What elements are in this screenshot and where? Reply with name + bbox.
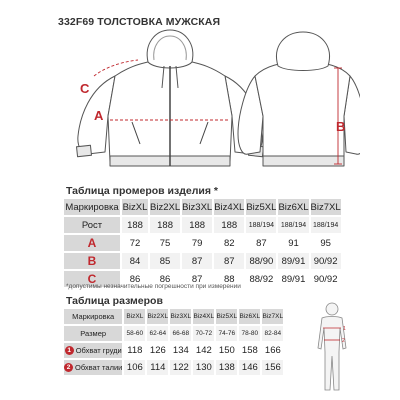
cell: 130 xyxy=(193,360,214,375)
header-size: Biz4XL xyxy=(193,309,214,324)
row-label: B xyxy=(64,253,120,269)
cell: 188/194 xyxy=(311,217,341,233)
header-size: Biz6XL xyxy=(239,309,260,324)
cell: 95 xyxy=(311,235,341,251)
cell: 84 xyxy=(122,253,148,269)
figure-marker-1: 1 xyxy=(343,326,346,332)
cell: 87 xyxy=(246,235,276,251)
cell: 188 xyxy=(122,217,148,233)
table-row xyxy=(64,326,283,341)
cell: 58-60 xyxy=(124,326,145,341)
header-label: Маркировка xyxy=(64,199,120,215)
hoodie-diagram xyxy=(60,26,360,186)
body-figure xyxy=(312,300,352,395)
sizes-table xyxy=(62,307,285,377)
cell: 89/91 xyxy=(278,253,308,269)
header-size: Biz2XL xyxy=(147,309,168,324)
cell: 188 xyxy=(214,217,244,233)
cell: 188 xyxy=(182,217,212,233)
measurement-note: *допустимы незначительные погрешности при измерении xyxy=(66,283,241,290)
cell: 75 xyxy=(150,235,180,251)
header-size: Biz6XL xyxy=(278,199,308,215)
cell: 86 xyxy=(122,271,148,287)
header-size: Biz5XL xyxy=(216,309,237,324)
row-label-text: Обхват талии xyxy=(75,362,123,372)
cell: 126 xyxy=(147,343,168,358)
measure-c-label: C xyxy=(80,81,90,96)
header-size: Biz7XL xyxy=(262,309,283,324)
measure-b-label: B xyxy=(336,119,346,134)
marker-2-badge: 2 xyxy=(64,363,73,372)
front-cuff-left xyxy=(77,145,92,156)
cell: 82-84 xyxy=(262,326,283,341)
cell: 90/92 xyxy=(311,253,341,269)
cell: 66-68 xyxy=(170,326,191,341)
cell: 70-72 xyxy=(193,326,214,341)
cell: 72 xyxy=(122,235,148,251)
cell: 91 xyxy=(278,235,308,251)
back-body xyxy=(255,62,350,162)
cell: 188/194 xyxy=(278,217,308,233)
row-label: Размер xyxy=(64,326,122,341)
row-label xyxy=(64,360,122,375)
cell: 122 xyxy=(170,360,191,375)
cell: 87 xyxy=(182,253,212,269)
cell: 156 xyxy=(262,360,283,375)
header-size: Biz5XL xyxy=(246,199,276,215)
measurements-title: Таблица промеров изделия * xyxy=(66,185,218,197)
cell: 134 xyxy=(170,343,191,358)
cell: 62-64 xyxy=(147,326,168,341)
cell: 188 xyxy=(150,217,180,233)
cell: 78-80 xyxy=(239,326,260,341)
page-title: 332F69 ТОЛСТОВКА МУЖСКАЯ xyxy=(58,16,221,28)
cell: 118 xyxy=(124,343,145,358)
header-size: Biz7XL xyxy=(311,199,341,215)
table-header-row xyxy=(64,309,283,324)
cell: 85 xyxy=(150,253,180,269)
measurements-table xyxy=(62,197,343,289)
table-header-row xyxy=(64,199,341,215)
row-label xyxy=(64,343,122,358)
measure-a-label: A xyxy=(94,108,104,123)
header-size: BizXL xyxy=(124,309,145,324)
row-label: A xyxy=(64,235,120,251)
cell: 82 xyxy=(214,235,244,251)
cell: 87 xyxy=(214,253,244,269)
cell: 89/91 xyxy=(278,271,308,287)
figure-marker-2: 2 xyxy=(342,338,345,344)
table-row xyxy=(64,360,283,375)
cell: 150 xyxy=(216,343,237,358)
back-waistband xyxy=(263,156,344,166)
header-size: BizXL xyxy=(122,199,148,215)
table-row xyxy=(64,253,341,269)
cell: 86 xyxy=(150,271,180,287)
cell: 88/90 xyxy=(246,253,276,269)
header-size: Biz4XL xyxy=(214,199,244,215)
header-size: Biz3XL xyxy=(182,199,212,215)
header-size: Biz3XL xyxy=(170,309,191,324)
header-size: Biz2XL xyxy=(150,199,180,215)
marker-1-badge: 1 xyxy=(65,346,74,355)
header-label: Маркировка xyxy=(64,309,122,324)
cell: 114 xyxy=(147,360,168,375)
cell: 142 xyxy=(193,343,214,358)
cell: 88/92 xyxy=(246,271,276,287)
cell: 158 xyxy=(239,343,260,358)
table-row xyxy=(64,343,283,358)
cell: 87 xyxy=(182,271,212,287)
table-row xyxy=(64,217,341,233)
cell: 79 xyxy=(182,235,212,251)
row-label: C xyxy=(64,271,120,287)
cell: 106 xyxy=(124,360,145,375)
cell: 188/194 xyxy=(246,217,276,233)
cell: 74-76 xyxy=(216,326,237,341)
cell: 90/92 xyxy=(311,271,341,287)
row-label-text: Обхват груди xyxy=(75,345,122,355)
back-hood xyxy=(277,32,330,71)
cell: 166 xyxy=(262,343,283,358)
cell: 146 xyxy=(239,360,260,375)
table-row xyxy=(64,235,341,251)
row-label: Рост xyxy=(64,217,120,233)
cell: 88 xyxy=(214,271,244,287)
sizes-title: Таблица размеров xyxy=(66,295,163,307)
cell: 138 xyxy=(216,360,237,375)
